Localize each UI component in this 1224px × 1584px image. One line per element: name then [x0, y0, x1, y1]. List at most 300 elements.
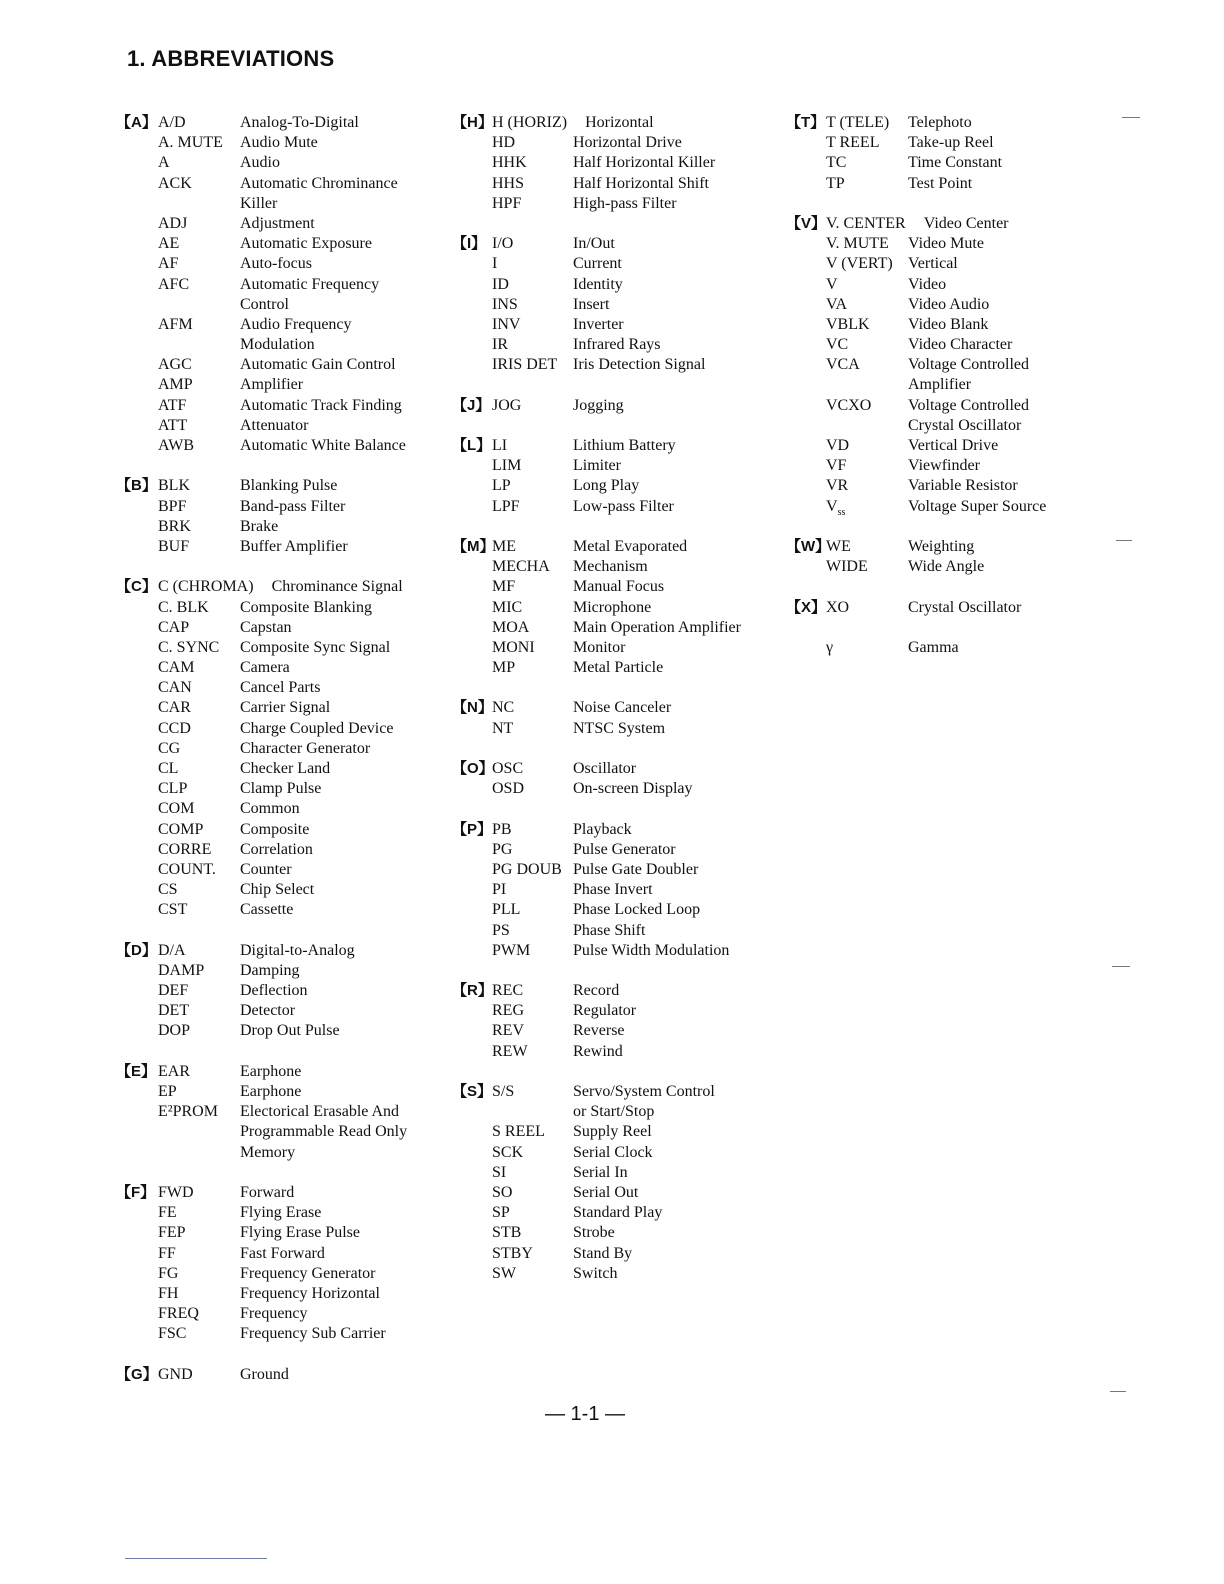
section-w	[786, 537, 1046, 577]
abbreviation-row	[116, 739, 407, 759]
abbreviation: CL	[158, 760, 179, 777]
definition: Correlation	[240, 840, 313, 858]
abbreviation: A	[158, 154, 170, 172]
section-letter	[116, 254, 158, 274]
definition: Audio	[240, 154, 280, 172]
section-letter	[116, 820, 158, 840]
abbreviation-row	[116, 820, 407, 840]
abbreviation-row	[116, 234, 407, 254]
section-letter: 【W】	[786, 537, 831, 555]
abbreviation: AMP	[158, 376, 193, 394]
section-letter: 【T】	[786, 114, 826, 131]
definition: Main Operation Amplifier	[573, 618, 741, 636]
abbreviation-row	[116, 840, 407, 860]
abbreviation: REC	[492, 982, 524, 1000]
section-m	[452, 537, 741, 678]
definition: or Start/Stop	[573, 1103, 655, 1121]
abbreviation-row	[786, 113, 1046, 133]
abbreviation: PG	[492, 840, 513, 858]
definition: Audio Frequency	[240, 315, 352, 333]
section-letter	[786, 416, 826, 436]
section-letter	[786, 335, 826, 355]
section-letter	[452, 194, 492, 214]
abbreviation-row	[116, 577, 407, 597]
abbreviation-row	[452, 113, 741, 133]
section-letter	[452, 335, 492, 355]
section-letter	[452, 1102, 492, 1122]
abbreviation-row	[116, 799, 407, 819]
section-letter	[452, 840, 492, 860]
abbreviation: V. MUTE	[826, 235, 889, 253]
abbreviation: OSD	[492, 780, 525, 798]
abbreviation: E²PROM	[158, 1103, 218, 1121]
section-letter	[786, 355, 826, 375]
abbreviation: CAR	[158, 699, 191, 717]
definition: NTSC System	[573, 719, 666, 737]
abbreviation-row	[786, 497, 1046, 517]
section-letter	[452, 456, 492, 476]
definition: Record	[573, 982, 620, 1000]
abbreviation-row	[452, 396, 741, 416]
abbreviation-row	[452, 880, 741, 900]
definition: Earphone	[240, 1062, 302, 1080]
section-letter	[452, 254, 492, 274]
definition: Deflection	[240, 982, 308, 1000]
abbreviation: C. BLK	[158, 598, 209, 616]
abbreviation-row	[116, 678, 407, 698]
definition: Cancel Parts	[240, 679, 321, 697]
abbreviation: DOP	[158, 1022, 191, 1040]
abbreviation: CAN	[158, 679, 192, 697]
section-letter	[786, 153, 826, 173]
definition: Playback	[573, 820, 632, 838]
page-number: — 1-1 —	[544, 1403, 626, 1425]
abbreviation-row	[452, 1143, 741, 1163]
abbreviation: VBLK	[826, 315, 870, 333]
abbreviation-row	[452, 820, 741, 840]
section-letter	[452, 618, 492, 638]
section-letter	[786, 275, 826, 295]
abbreviation-row	[116, 214, 407, 234]
definition: Band-pass Filter	[240, 497, 346, 515]
abbreviation-row	[452, 497, 741, 517]
definition: Automatic Frequency	[240, 275, 380, 293]
abbreviation	[826, 375, 908, 395]
section-letter	[452, 900, 492, 920]
abbreviation: CORRE	[158, 840, 212, 858]
abbreviation-row	[452, 1244, 741, 1264]
section-letter	[116, 860, 158, 880]
abbreviation-row	[116, 174, 407, 194]
abbreviation: CAM	[158, 659, 195, 677]
section-letter	[786, 436, 826, 456]
abbreviation-row	[116, 355, 407, 375]
section-d	[116, 941, 407, 1042]
section-letter	[786, 497, 826, 517]
abbreviation: $V_{ss}$	[826, 497, 846, 518]
abbreviation: DAMP	[158, 961, 205, 979]
abbreviation: INS	[492, 295, 518, 313]
abbreviation-row	[786, 335, 1046, 355]
page-title: 1. ABBREVIATIONS	[127, 46, 335, 71]
section-letter: 【V】	[786, 214, 827, 232]
abbreviation-row	[116, 315, 407, 335]
definition: Limiter	[573, 457, 621, 475]
definition: Crystal Oscillator	[908, 598, 1022, 616]
section-letter	[452, 719, 492, 739]
section-letter: 【S】	[452, 1083, 493, 1100]
abbreviation-row	[116, 497, 407, 517]
abbreviation: I	[492, 255, 498, 273]
abbreviation: AE	[158, 235, 180, 253]
abbreviation: HD	[492, 134, 516, 152]
abbreviation-row	[786, 598, 1046, 618]
abbreviation: MF	[492, 578, 516, 596]
abbreviation: H (HORIZ)	[492, 114, 568, 131]
abbreviation: REW	[492, 1042, 528, 1060]
abbreviation-row	[452, 719, 741, 739]
abbreviation: VCXO	[826, 396, 872, 414]
section-letter	[452, 1021, 492, 1041]
definition: Serial In	[573, 1163, 628, 1181]
abbreviation-row	[786, 436, 1046, 456]
abbreviation-row	[116, 1203, 407, 1223]
abbreviation: CG	[158, 739, 181, 757]
definition: Adjustment	[240, 214, 315, 232]
abbreviation-row	[786, 254, 1046, 274]
section-letter: 【E】	[116, 1062, 157, 1080]
abbreviation-row	[786, 214, 1046, 234]
definition: Long Play	[573, 477, 640, 495]
section-letter	[452, 941, 492, 961]
abbreviation	[158, 295, 240, 315]
definition: Noise Canceler	[573, 699, 672, 717]
abbreviation: ACK	[158, 174, 192, 192]
section-letter	[116, 234, 158, 254]
definition: Auto-focus	[240, 255, 312, 273]
definition: Weighting	[908, 537, 975, 555]
definition: Control	[240, 295, 289, 313]
section-letter	[116, 1244, 158, 1264]
definition: Insert	[573, 295, 610, 313]
section-letter	[786, 174, 826, 194]
definition: Killer	[240, 194, 278, 212]
abbreviation: V. CENTER	[826, 214, 906, 232]
abbreviation-row	[116, 375, 407, 395]
section-letter	[452, 355, 492, 375]
abbreviation-row	[786, 375, 1046, 395]
definition: Automatic Track Finding	[240, 396, 402, 414]
definition: Switch	[573, 1264, 618, 1282]
section-letter	[116, 719, 158, 739]
section-letter: 【M】	[452, 537, 495, 555]
definition: Video Character	[908, 336, 1013, 354]
abbreviation-row	[786, 476, 1046, 496]
section-h	[452, 113, 741, 214]
abbreviation-row	[116, 981, 407, 1001]
abbreviation	[158, 335, 240, 355]
section-letter: 【R】	[452, 982, 493, 1000]
section-letter	[452, 497, 492, 517]
definition: Serial Out	[573, 1183, 639, 1201]
definition: Current	[573, 255, 622, 273]
definition: Automatic Gain Control	[240, 356, 396, 374]
section-misc	[786, 638, 1046, 658]
section-letter	[116, 1102, 158, 1122]
abbreviation: VC	[826, 336, 849, 354]
abbreviation: REV	[492, 1022, 524, 1040]
abbreviation: REG	[492, 1002, 524, 1020]
abbreviation: CS	[158, 881, 178, 899]
abbreviation-row	[786, 315, 1046, 335]
abbreviation-row	[786, 537, 1046, 557]
section-letter	[116, 1264, 158, 1284]
section-letter: 【C】	[116, 578, 157, 596]
abbreviation-row	[116, 1062, 407, 1082]
definition: Detector	[240, 1002, 296, 1020]
definition: Frequency Generator	[240, 1264, 376, 1282]
abbreviation	[158, 1143, 240, 1163]
abbreviation-row	[116, 1244, 407, 1264]
abbreviation: WE	[826, 537, 851, 555]
abbreviation-row	[116, 153, 407, 173]
abbreviation-row	[116, 759, 407, 779]
abbreviation: PG DOUB	[492, 860, 562, 878]
section-letter	[116, 355, 158, 375]
definition: Stand By	[573, 1244, 633, 1262]
abbreviation-row	[452, 194, 741, 214]
definition: Take-up Reel	[908, 134, 994, 152]
section-letter	[116, 416, 158, 436]
abbreviation-row	[786, 234, 1046, 254]
abbreviation: CAP	[158, 618, 190, 636]
abbreviation-row	[452, 275, 741, 295]
abbreviation-row	[452, 315, 741, 335]
definition: In/Out	[573, 235, 615, 253]
abbreviation-row	[116, 1143, 407, 1163]
definition: Rewind	[573, 1042, 623, 1060]
abbreviation-row	[116, 1304, 407, 1324]
definition: Character Generator	[240, 739, 371, 757]
definition: Video Center	[923, 214, 1009, 232]
abbreviation-row	[452, 698, 741, 718]
abbreviation: V	[826, 275, 838, 293]
abbreviation-row	[116, 1223, 407, 1243]
section-b	[116, 476, 407, 557]
abbreviation: ME	[492, 537, 516, 555]
abbreviation: PWM	[492, 941, 531, 959]
section-letter	[116, 275, 158, 295]
section-letter	[116, 1143, 158, 1163]
section-letter	[452, 295, 492, 315]
definition: Automatic Chrominance	[240, 174, 398, 192]
section-letter: 【B】	[116, 477, 157, 495]
section-letter	[116, 779, 158, 799]
abbreviation-row	[116, 719, 407, 739]
section-letter	[116, 295, 158, 315]
abbreviation: CCD	[158, 719, 191, 737]
definition: Earphone	[240, 1083, 302, 1100]
abbreviation: AFM	[158, 315, 193, 333]
section-letter	[116, 1021, 158, 1041]
abbreviation: LIM	[492, 457, 522, 475]
section-letter	[452, 880, 492, 900]
abbreviation-row	[452, 355, 741, 375]
definition: Lithium Battery	[573, 437, 676, 454]
abbreviation-row	[452, 1082, 741, 1102]
margin-mark	[1110, 1391, 1126, 1392]
definition: Memory	[240, 1143, 296, 1161]
definition: Composite	[240, 820, 310, 838]
abbreviation: EAR	[158, 1062, 190, 1080]
section-letter	[116, 961, 158, 981]
definition: Damping	[240, 961, 300, 979]
abbreviation: PB	[492, 820, 512, 838]
section-v	[786, 214, 1046, 517]
definition: Video Audio	[908, 295, 990, 313]
abbreviation: PLL	[492, 901, 521, 919]
section-s	[452, 1082, 741, 1284]
definition: Test Point	[908, 174, 973, 192]
abbreviation: MP	[492, 659, 516, 677]
definition: Flying Erase Pulse	[240, 1224, 360, 1242]
section-letter	[116, 315, 158, 335]
section-letter	[786, 295, 826, 315]
abbreviation-row	[116, 698, 407, 718]
section-letter	[452, 174, 492, 194]
abbreviation-row	[116, 1021, 407, 1041]
abbreviation: D/A	[158, 941, 186, 959]
abbreviation-row	[116, 335, 407, 355]
section-letter	[116, 658, 158, 678]
abbreviation: MIC	[492, 598, 523, 616]
abbreviation-row	[116, 537, 407, 557]
section-letter	[452, 1163, 492, 1183]
section-letter	[452, 1244, 492, 1264]
abbreviation: C. SYNC	[158, 638, 220, 656]
section-g	[116, 1365, 407, 1385]
abbreviation-row	[786, 275, 1046, 295]
definition: Flying Erase	[240, 1204, 322, 1222]
margin-mark	[1116, 540, 1132, 541]
section-t	[786, 113, 1046, 194]
definition: Counter	[240, 860, 292, 878]
section-letter	[786, 396, 826, 416]
definition: Identity	[573, 275, 623, 293]
section-letter	[452, 921, 492, 941]
abbreviation-row	[116, 1122, 407, 1142]
abbreviation-row	[452, 1102, 741, 1122]
abbreviation-row	[786, 133, 1046, 153]
abbreviation	[826, 416, 908, 436]
section-n	[452, 698, 741, 738]
section-letter	[452, 133, 492, 153]
section-letter	[116, 153, 158, 173]
section-letter	[452, 1143, 492, 1163]
abbreviation-row	[116, 658, 407, 678]
abbreviation-row	[452, 1183, 741, 1203]
definition: Microphone	[573, 598, 652, 616]
abbreviation: S/S	[492, 1083, 515, 1100]
abbreviation: MONI	[492, 638, 535, 656]
abbreviation: VCA	[826, 356, 860, 374]
section-letter	[116, 678, 158, 698]
abbreviation: FE	[158, 1204, 177, 1222]
abbreviation: T (TELE)	[826, 114, 890, 131]
definition: Metal Evaporated	[573, 537, 688, 555]
definition: Attenuator	[240, 416, 309, 434]
definition: Camera	[240, 659, 290, 677]
section-a	[116, 113, 407, 456]
abbreviation-row	[116, 295, 407, 315]
abbreviation-row	[452, 295, 741, 315]
abbreviation: FWD	[158, 1183, 194, 1201]
section-letter	[786, 254, 826, 274]
section-letter	[452, 315, 492, 335]
abbreviation: FG	[158, 1264, 179, 1282]
definition: Forward	[240, 1183, 295, 1201]
definition: Digital-to-Analog	[240, 941, 355, 959]
section-letter: 【N】	[452, 699, 493, 717]
definition: Vertical Drive	[908, 437, 999, 454]
section-letter	[116, 1082, 158, 1102]
section-letter	[116, 1304, 158, 1324]
definition: Video	[908, 275, 947, 293]
abbreviation: C (CHROMA)	[158, 578, 254, 596]
abbreviation: ATT	[158, 416, 188, 434]
definition: Chip Select	[240, 881, 315, 899]
abbreviation: FSC	[158, 1325, 187, 1343]
abbreviation-row	[786, 174, 1046, 194]
abbreviation: LP	[492, 477, 511, 495]
section-letter	[786, 315, 826, 335]
abbreviation: LI	[492, 437, 508, 454]
section-letter	[452, 598, 492, 618]
section-letter	[452, 1223, 492, 1243]
abbreviation: CLP	[158, 780, 188, 798]
section-letter	[786, 234, 826, 254]
section-l	[452, 436, 741, 517]
abbreviation-row	[452, 436, 741, 456]
definition: Electorical Erasable And	[240, 1103, 400, 1121]
definition: Serial Clock	[573, 1143, 653, 1161]
section-letter	[452, 860, 492, 880]
abbreviation-row	[452, 174, 741, 194]
definition: Viewfinder	[908, 457, 980, 475]
section-letter	[452, 1042, 492, 1062]
definition: Composite Blanking	[240, 598, 372, 616]
abbreviation: SW	[492, 1264, 516, 1282]
abbreviation: COMP	[158, 820, 204, 838]
abbreviation-row	[116, 598, 407, 618]
abbreviation-row	[452, 1122, 741, 1142]
abbreviation-row	[786, 456, 1046, 476]
definition: Phase Locked Loop	[573, 901, 701, 919]
section-letter	[116, 1324, 158, 1344]
section-letter	[452, 658, 492, 678]
abbreviation: VA	[826, 295, 848, 313]
section-letter	[452, 638, 492, 658]
definition: Buffer Amplifier	[240, 537, 348, 555]
section-letter	[452, 1264, 492, 1284]
abbreviation-row	[116, 860, 407, 880]
abbreviation-row	[116, 396, 407, 416]
abbreviation-row	[452, 1264, 741, 1284]
abbreviation-row	[452, 133, 741, 153]
abbreviation-row	[452, 1021, 741, 1041]
definition: Metal Particle	[573, 659, 664, 677]
abbreviation-row	[452, 254, 741, 274]
